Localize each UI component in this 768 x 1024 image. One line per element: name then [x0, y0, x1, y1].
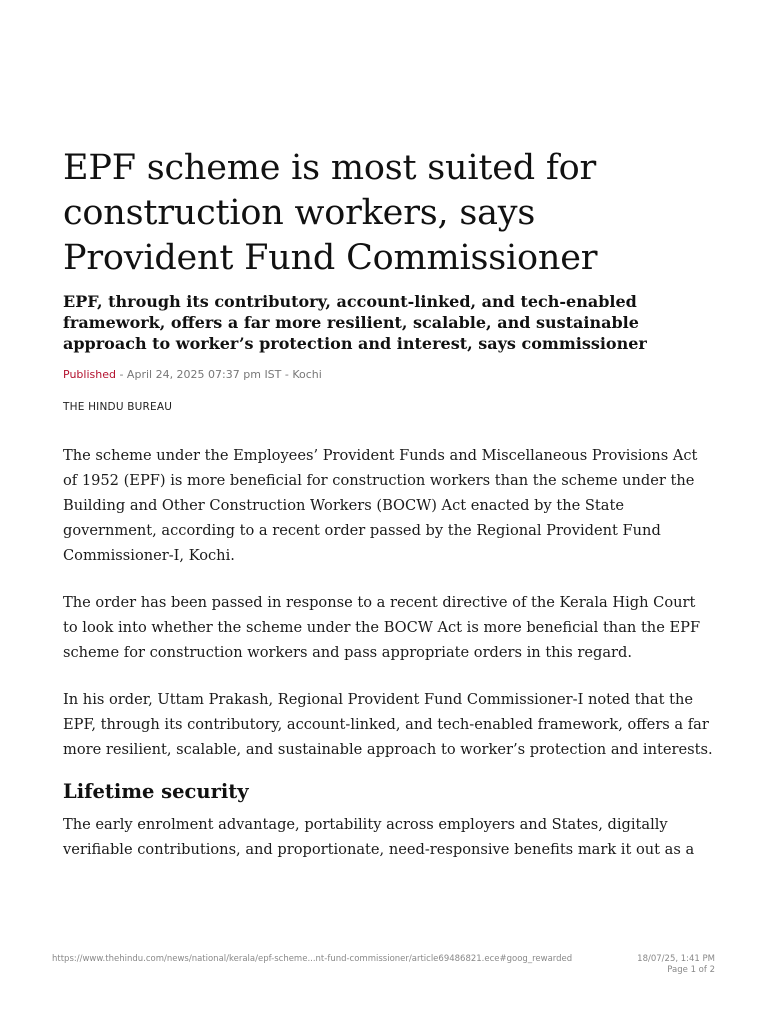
article-body	[63, 443, 713, 862]
published-label: Published	[63, 368, 116, 381]
article-paragraph: The early enrolment advantage, portability across employers and States, digitally verifiable contributions, and proportionate, need-responsive benefits mark it out as a	[63, 816, 695, 858]
footer-datetime: 18/07/25, 1:41 PM	[637, 954, 715, 964]
section-heading: Lifetime security	[63, 780, 249, 803]
publish-date-location: - April 24, 2025 07:37 pm IST - Kochi	[115, 368, 322, 381]
article-paragraph: The scheme under the Employees’ Provident Funds and Miscellaneous Provisions Act of 1952 (EPF) is more beneficial for construction workers than the scheme under the Building and Other Construction Workers (BOCW) Act enacted by the State government, according to a recent order passed by the Regional Provident Fund Commissioner-I, Kochi.	[63, 447, 698, 564]
article-subheadline: EPF, through its contributory, account-linked, and tech-enabled framework, offers a far more resilient, scalable, and sustainable approach to worker’s protection and interest, says commissioner	[63, 292, 647, 353]
article-paragraph: The order has been passed in response to a recent directive of the Kerala High Court to look into whether the scheme under the BOCW Act is more beneficial than the EPF scheme for construction workers and pass appropriate orders in this regard.	[63, 594, 701, 661]
publish-meta	[63, 367, 713, 383]
article	[63, 146, 713, 884]
byline: THE HINDU BUREAU	[63, 401, 173, 413]
footer-page-info	[637, 954, 715, 976]
article-paragraph: In his order, Uttam Prakash, Regional Provident Fund Commissioner-I noted that the EPF, through its contributory, account-linked, and tech-enabled framework, offers a far more resilient, scalable, and sustainable approach to worker’s protection and interests.	[63, 691, 713, 758]
footer-url: https://www.thehindu.com/news/national/kerala/epf-scheme...nt-fund-commissioner/article69486821.ece#goog_rewarded	[52, 954, 573, 964]
footer-page-number: Page 1 of 2	[667, 965, 715, 975]
article-headline: EPF scheme is most suited for construction workers, says Provident Fund Commissioner	[63, 148, 598, 278]
